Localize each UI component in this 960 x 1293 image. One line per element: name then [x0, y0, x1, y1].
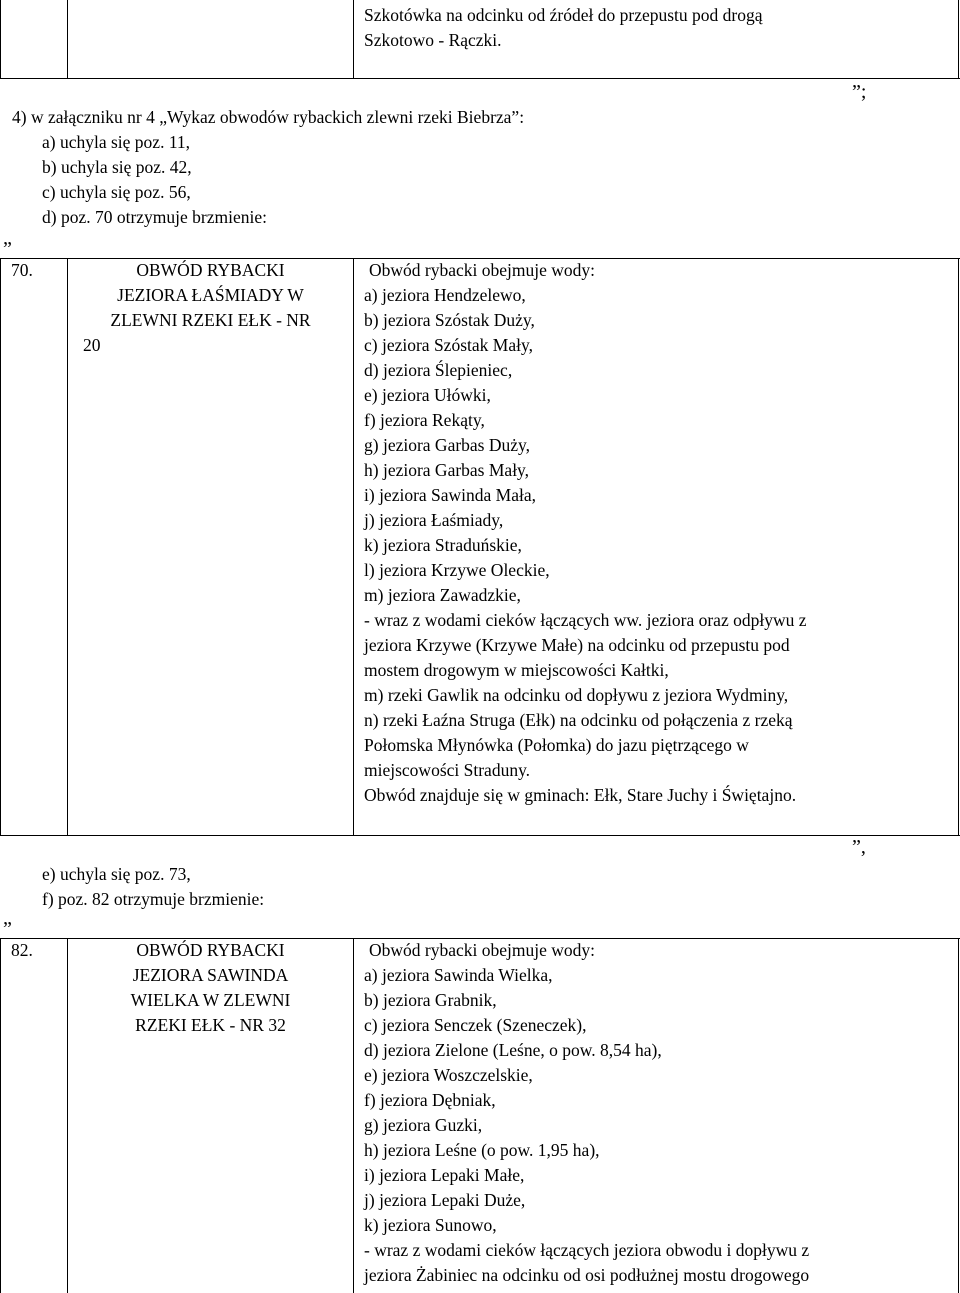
opening-quote: „ — [3, 227, 12, 249]
closing-quote: ”, — [852, 836, 866, 858]
name-line: ZLEWNI RZEKI EŁK - NR — [110, 310, 311, 330]
name-line: 20 — [83, 335, 101, 355]
list-item: e) uchyla się poz. 73, — [42, 864, 191, 884]
description-line: m) rzeki Gawlik na odcinku od dopływu z jeziora Wydminy, — [364, 685, 789, 705]
text-line: Szkotowo - Rączki. — [364, 30, 502, 50]
description-line: i) jeziora Lepaki Małe, — [364, 1165, 525, 1185]
description-line: - wraz z wodami cieków łączących jeziora obwodu i dopływu z — [364, 1240, 810, 1260]
entry-number: 70. — [11, 260, 33, 280]
middle-items — [42, 862, 264, 912]
description-line: - wraz z wodami cieków łączących ww. jeziora oraz odpływu z — [364, 610, 807, 630]
list-item: f) poz. 82 otrzymuje brzmienie: — [42, 889, 265, 909]
name-line: OBWÓD RYBACKI — [136, 260, 285, 280]
name-line: WIELKA W ZLEWNI — [130, 990, 291, 1010]
list-item: d) poz. 70 otrzymuje brzmienie: — [42, 207, 267, 227]
description-line: b) jeziora Szóstak Duży, — [364, 310, 535, 330]
description-line: k) jeziora Sunowo, — [364, 1215, 497, 1235]
description-line: f) jeziora Rekąty, — [364, 410, 485, 430]
description-line: n) rzeki Łaźna Struga (Ełk) na odcinku od połączenia z rzeką — [364, 710, 793, 730]
name-line: OBWÓD RYBACKI — [136, 940, 285, 960]
description-line: b) jeziora Grabnik, — [364, 990, 497, 1010]
description-line: d) jeziora Zielone (Leśne, o pow. 8,54 ha), — [364, 1040, 662, 1060]
list-item: a) uchyla się poz. 11, — [42, 132, 191, 152]
opening-quote: „ — [3, 907, 12, 929]
description-line: a) jeziora Hendzelewo, — [364, 285, 526, 305]
name-line: JEZIORA SAWINDA — [132, 965, 289, 985]
description-line: Obwód znajduje się w gminach: Ełk, Stare Juchy i Świętajno. — [364, 785, 797, 805]
name-line: JEZIORA ŁAŚMIADY W — [117, 285, 304, 305]
description-line: m) jeziora Zawadzkie, — [364, 585, 521, 605]
top-table-text — [364, 3, 763, 53]
description-line: Połomska Młynówka (Połomka) do jazu piętrzącego w — [364, 735, 749, 755]
description-line: jeziora Krzywe (Krzywe Małe) na odcinku od przepustu pod — [364, 635, 790, 655]
entry-description — [364, 938, 809, 1288]
list-item: b) uchyla się poz. 42, — [42, 157, 192, 177]
closing-quote: ”; — [852, 81, 867, 103]
annex-heading: 4) w załączniku nr 4 „Wykaz obwodów rybackich zlewni rzeki Biebrza”: — [12, 107, 525, 127]
description-line: d) jeziora Ślepieniec, — [364, 360, 513, 380]
text-line: Szkotówka na odcinku od źródeł do przepustu pod drogą — [364, 5, 763, 25]
description-line: jeziora Żabiniec na odcinku od osi podłużnej mostu drogowego — [364, 1265, 810, 1285]
entry-name — [68, 258, 353, 358]
description-line: e) jeziora Woszczelskie, — [364, 1065, 533, 1085]
description-line: e) jeziora Ułówki, — [364, 385, 491, 405]
description-line: Obwód rybacki obejmuje wody: — [369, 260, 595, 280]
description-line: h) jeziora Garbas Mały, — [364, 460, 530, 480]
name-line: RZEKI EŁK - NR 32 — [135, 1015, 286, 1035]
description-line: f) jeziora Dębniak, — [364, 1090, 496, 1110]
description-line: j) jeziora Lepaki Duże, — [364, 1190, 526, 1210]
description-line: c) jeziora Senczek (Szeneczek), — [364, 1015, 587, 1035]
list-item: c) uchyla się poz. 56, — [42, 182, 191, 202]
description-line: g) jeziora Garbas Duży, — [364, 435, 531, 455]
description-line: l) jeziora Krzywe Oleckie, — [364, 560, 550, 580]
description-line: j) jeziora Łaśmiady, — [364, 510, 504, 530]
annex-intro — [12, 105, 524, 230]
description-line: h) jeziora Leśne (o pow. 1,95 ha), — [364, 1140, 600, 1160]
description-line: g) jeziora Guzki, — [364, 1115, 483, 1135]
description-line: i) jeziora Sawinda Mała, — [364, 485, 537, 505]
description-line: Obwód rybacki obejmuje wody: — [369, 940, 595, 960]
description-line: a) jeziora Sawinda Wielka, — [364, 965, 553, 985]
description-line: mostem drogowym w miejscowości Kałtki, — [364, 660, 669, 680]
description-line: c) jeziora Szóstak Mały, — [364, 335, 533, 355]
entry-description — [364, 258, 806, 808]
entry-number: 82. — [11, 940, 33, 960]
description-line: k) jeziora Straduńskie, — [364, 535, 522, 555]
description-line: miejscowości Straduny. — [364, 760, 531, 780]
entry-name — [68, 938, 353, 1038]
